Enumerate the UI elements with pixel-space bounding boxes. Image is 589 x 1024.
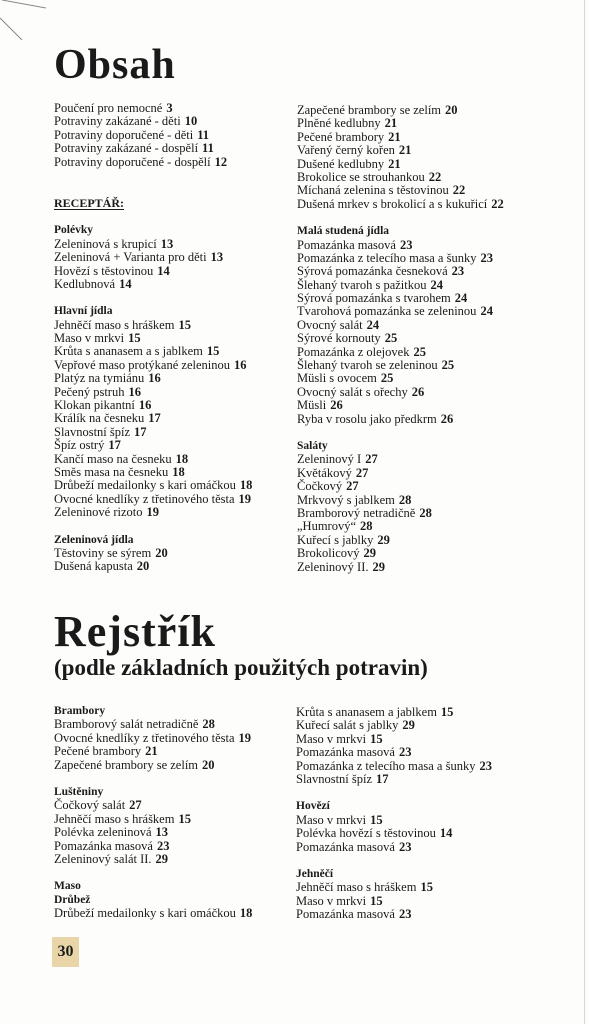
index-entry: Maso v mrkvi 15 xyxy=(296,812,383,827)
toc-entry: Pečený pstruh 16 xyxy=(54,384,141,399)
toc-entry: Zapečené brambory se zelím 20 xyxy=(297,103,458,117)
toc-entry: Vařený černý kořen 21 xyxy=(297,143,412,158)
toc-entry: Sýrová pomazánka s tvarohem 24 xyxy=(297,291,468,306)
toc-entry: Brokolice se strouhankou 22 xyxy=(297,169,442,184)
toc-entry: Květákový 27 xyxy=(297,465,369,480)
index-entry: Kuřecí salát s jablky 29 xyxy=(296,718,415,733)
toc-right-column xyxy=(297,104,504,574)
toc-entry: Potraviny zakázané - dospělí 11 xyxy=(54,141,214,156)
toc-entry: Müsli 26 xyxy=(297,398,343,413)
toc-entry: Čočkový 27 xyxy=(297,479,359,494)
toc-entry: Zeleninový II. 29 xyxy=(297,559,386,574)
index-entry: Maso v mrkvi 15 xyxy=(296,893,383,908)
index-entry: Čočkový salát 27 xyxy=(54,798,142,813)
toc-title: Obsah xyxy=(54,42,176,88)
index-entry: Bramborový salát netradičně 28 xyxy=(54,717,215,732)
section-heading: Zeleninová jídla xyxy=(54,533,134,546)
toc-entry: Kančí maso na česneku 18 xyxy=(54,451,189,466)
section-heading: Jehněčí xyxy=(296,867,334,880)
toc-entry: „Humrový“ 28 xyxy=(297,519,373,534)
toc-entry: Pomazánka z olejovek 25 xyxy=(297,344,426,359)
index-entry: Maso v mrkvi 15 xyxy=(296,731,383,746)
toc-entry: Platýz na tymiánu 16 xyxy=(54,371,161,386)
toc-entry: Ovocný salát s ořechy 26 xyxy=(297,384,425,399)
toc-entry: Vepřové maso protýkané zeleninou 16 xyxy=(54,357,247,372)
toc-entry: Slavnostní špíz 17 xyxy=(54,424,147,439)
toc-entry: Šlehaný tvaroh s pažitkou 24 xyxy=(297,277,443,292)
toc-entry: Šlehaný tvaroh se zeleninou 25 xyxy=(297,358,455,373)
toc-left-column xyxy=(54,102,252,574)
folded-corner-line xyxy=(0,0,50,40)
section-heading: Hlavní jídla xyxy=(54,305,113,318)
toc-entry: Müsli s ovocem 25 xyxy=(297,371,394,386)
toc-entry: Ovocné knedlíky z třetinového těsta 19 xyxy=(54,491,251,506)
index-entry: Krůta s ananasem a jablkem 15 xyxy=(296,705,454,719)
index-entry: Pečené brambory 21 xyxy=(54,744,158,759)
section-heading: Luštěniny xyxy=(54,785,104,798)
toc-entry: Pomazánka z telecího masa a šunky 23 xyxy=(297,250,493,265)
toc-entry: Plněné kedlubny 21 xyxy=(297,116,398,131)
page-edge xyxy=(584,0,585,1024)
page-number: 30 xyxy=(52,937,79,967)
section-heading: Maso xyxy=(54,880,81,893)
toc-entry: Potraviny doporučené - dospělí 12 xyxy=(54,154,228,169)
toc-entry: Směs masa na česneku 18 xyxy=(54,464,185,479)
toc-entry: Klokan pikantní 16 xyxy=(54,398,152,413)
toc-entry: Sýrová pomazánka česneková 23 xyxy=(297,264,465,279)
index-entry: Pomazánka z telecího masa a šunky 23 xyxy=(296,758,492,773)
toc-entry: Potraviny doporučené - děti 11 xyxy=(54,127,210,142)
toc-entry: Krůta s ananasem a s jablkem 15 xyxy=(54,344,220,359)
section-heading: Polévky xyxy=(54,224,93,237)
toc-entry: Drůbeží medailonky s kari omáčkou 18 xyxy=(54,478,253,493)
toc-entry: Ovocný salát 24 xyxy=(297,317,380,332)
toc-entry: Bramborový netradičně 28 xyxy=(297,505,432,520)
index-entry: Jehněčí maso s hráškem 15 xyxy=(296,880,433,895)
section-heading: Drůbež xyxy=(54,893,91,906)
toc-entry: Dušená mrkev s brokolicí a s kukuřicí 22 xyxy=(297,196,504,211)
toc-entry: Ryba v rosolu jako předkrm 26 xyxy=(297,411,454,426)
toc-entry: Dušené kedlubny 21 xyxy=(297,156,401,171)
toc-entry: Pomazánka masová 23 xyxy=(297,237,413,252)
index-entry: Zeleninový salát II. 29 xyxy=(54,851,169,866)
toc-entry: Zeleninové rizoto 19 xyxy=(54,505,160,520)
toc-entry: Maso v mrkvi 15 xyxy=(54,331,141,346)
section-heading: Hovězí xyxy=(296,800,330,813)
toc-entry: Kedlubnová 14 xyxy=(54,276,132,291)
toc-entry: Pečené brambory 21 xyxy=(297,129,401,144)
index-entry: Pomazánka masová 23 xyxy=(54,838,170,853)
index-left-column xyxy=(54,705,252,920)
section-heading: Brambory xyxy=(54,705,106,717)
toc-entry: Špíz ostrý 17 xyxy=(54,438,121,453)
toc-entry: Poučení pro nemocné 3 xyxy=(54,101,173,115)
toc-entry: Sýrové kornouty 25 xyxy=(297,331,398,346)
toc-entry: Brokolicový 29 xyxy=(297,546,376,561)
index-entry: Pomazánka masová 23 xyxy=(296,907,412,922)
section-heading: Saláty xyxy=(297,439,328,452)
index-entry: Drůbeží medailonky s kari omáčkou 18 xyxy=(54,906,253,921)
toc-entry: Tvarohová pomazánka se zeleninou 24 xyxy=(297,304,493,319)
receptar-heading: RECEPTÁŘ: xyxy=(54,195,125,210)
index-entry: Pomazánka masová 23 xyxy=(296,745,412,760)
index-entry: Polévka hovězí s těstovinou 14 xyxy=(296,826,453,841)
section-heading: Malá studená jídla xyxy=(297,225,390,238)
toc-entry: Kuřecí s jablky 29 xyxy=(297,532,390,547)
index-right-column xyxy=(296,706,492,921)
index-entry: Pomazánka masová 23 xyxy=(296,839,412,854)
index-entry: Zapečené brambory se zelím 20 xyxy=(54,757,215,772)
toc-entry: Dušená kapusta 20 xyxy=(54,559,150,574)
toc-entry: Hovězí s těstovinou 14 xyxy=(54,263,170,278)
index-subtitle: (podle základních použitých potravin) xyxy=(54,655,428,680)
toc-entry: Těstoviny se sýrem 20 xyxy=(54,545,168,560)
toc-entry: Zeleninová s krupicí 13 xyxy=(54,236,174,251)
toc-entry: Mrkvový s jablkem 28 xyxy=(297,492,412,507)
toc-entry: Zeleninová + Varianta pro děti 13 xyxy=(54,250,224,265)
toc-entry: Králík na česneku 17 xyxy=(54,411,161,426)
index-entry: Jehněčí maso s hráškem 15 xyxy=(54,811,191,826)
index-title: Rejstřík xyxy=(54,607,216,656)
index-entry: Polévka zeleninová 13 xyxy=(54,825,169,840)
toc-entry: Jehněčí maso s hráškem 15 xyxy=(54,317,191,332)
index-entry: Slavnostní špíz 17 xyxy=(296,771,389,786)
toc-entry: Míchaná zelenina s těstovinou 22 xyxy=(297,183,466,198)
toc-entry: Zeleninový I 27 xyxy=(297,452,378,467)
toc-entry: Potraviny zakázané - děti 10 xyxy=(54,114,198,129)
index-entry: Ovocné knedlíky z třetinového těsta 19 xyxy=(54,730,251,745)
